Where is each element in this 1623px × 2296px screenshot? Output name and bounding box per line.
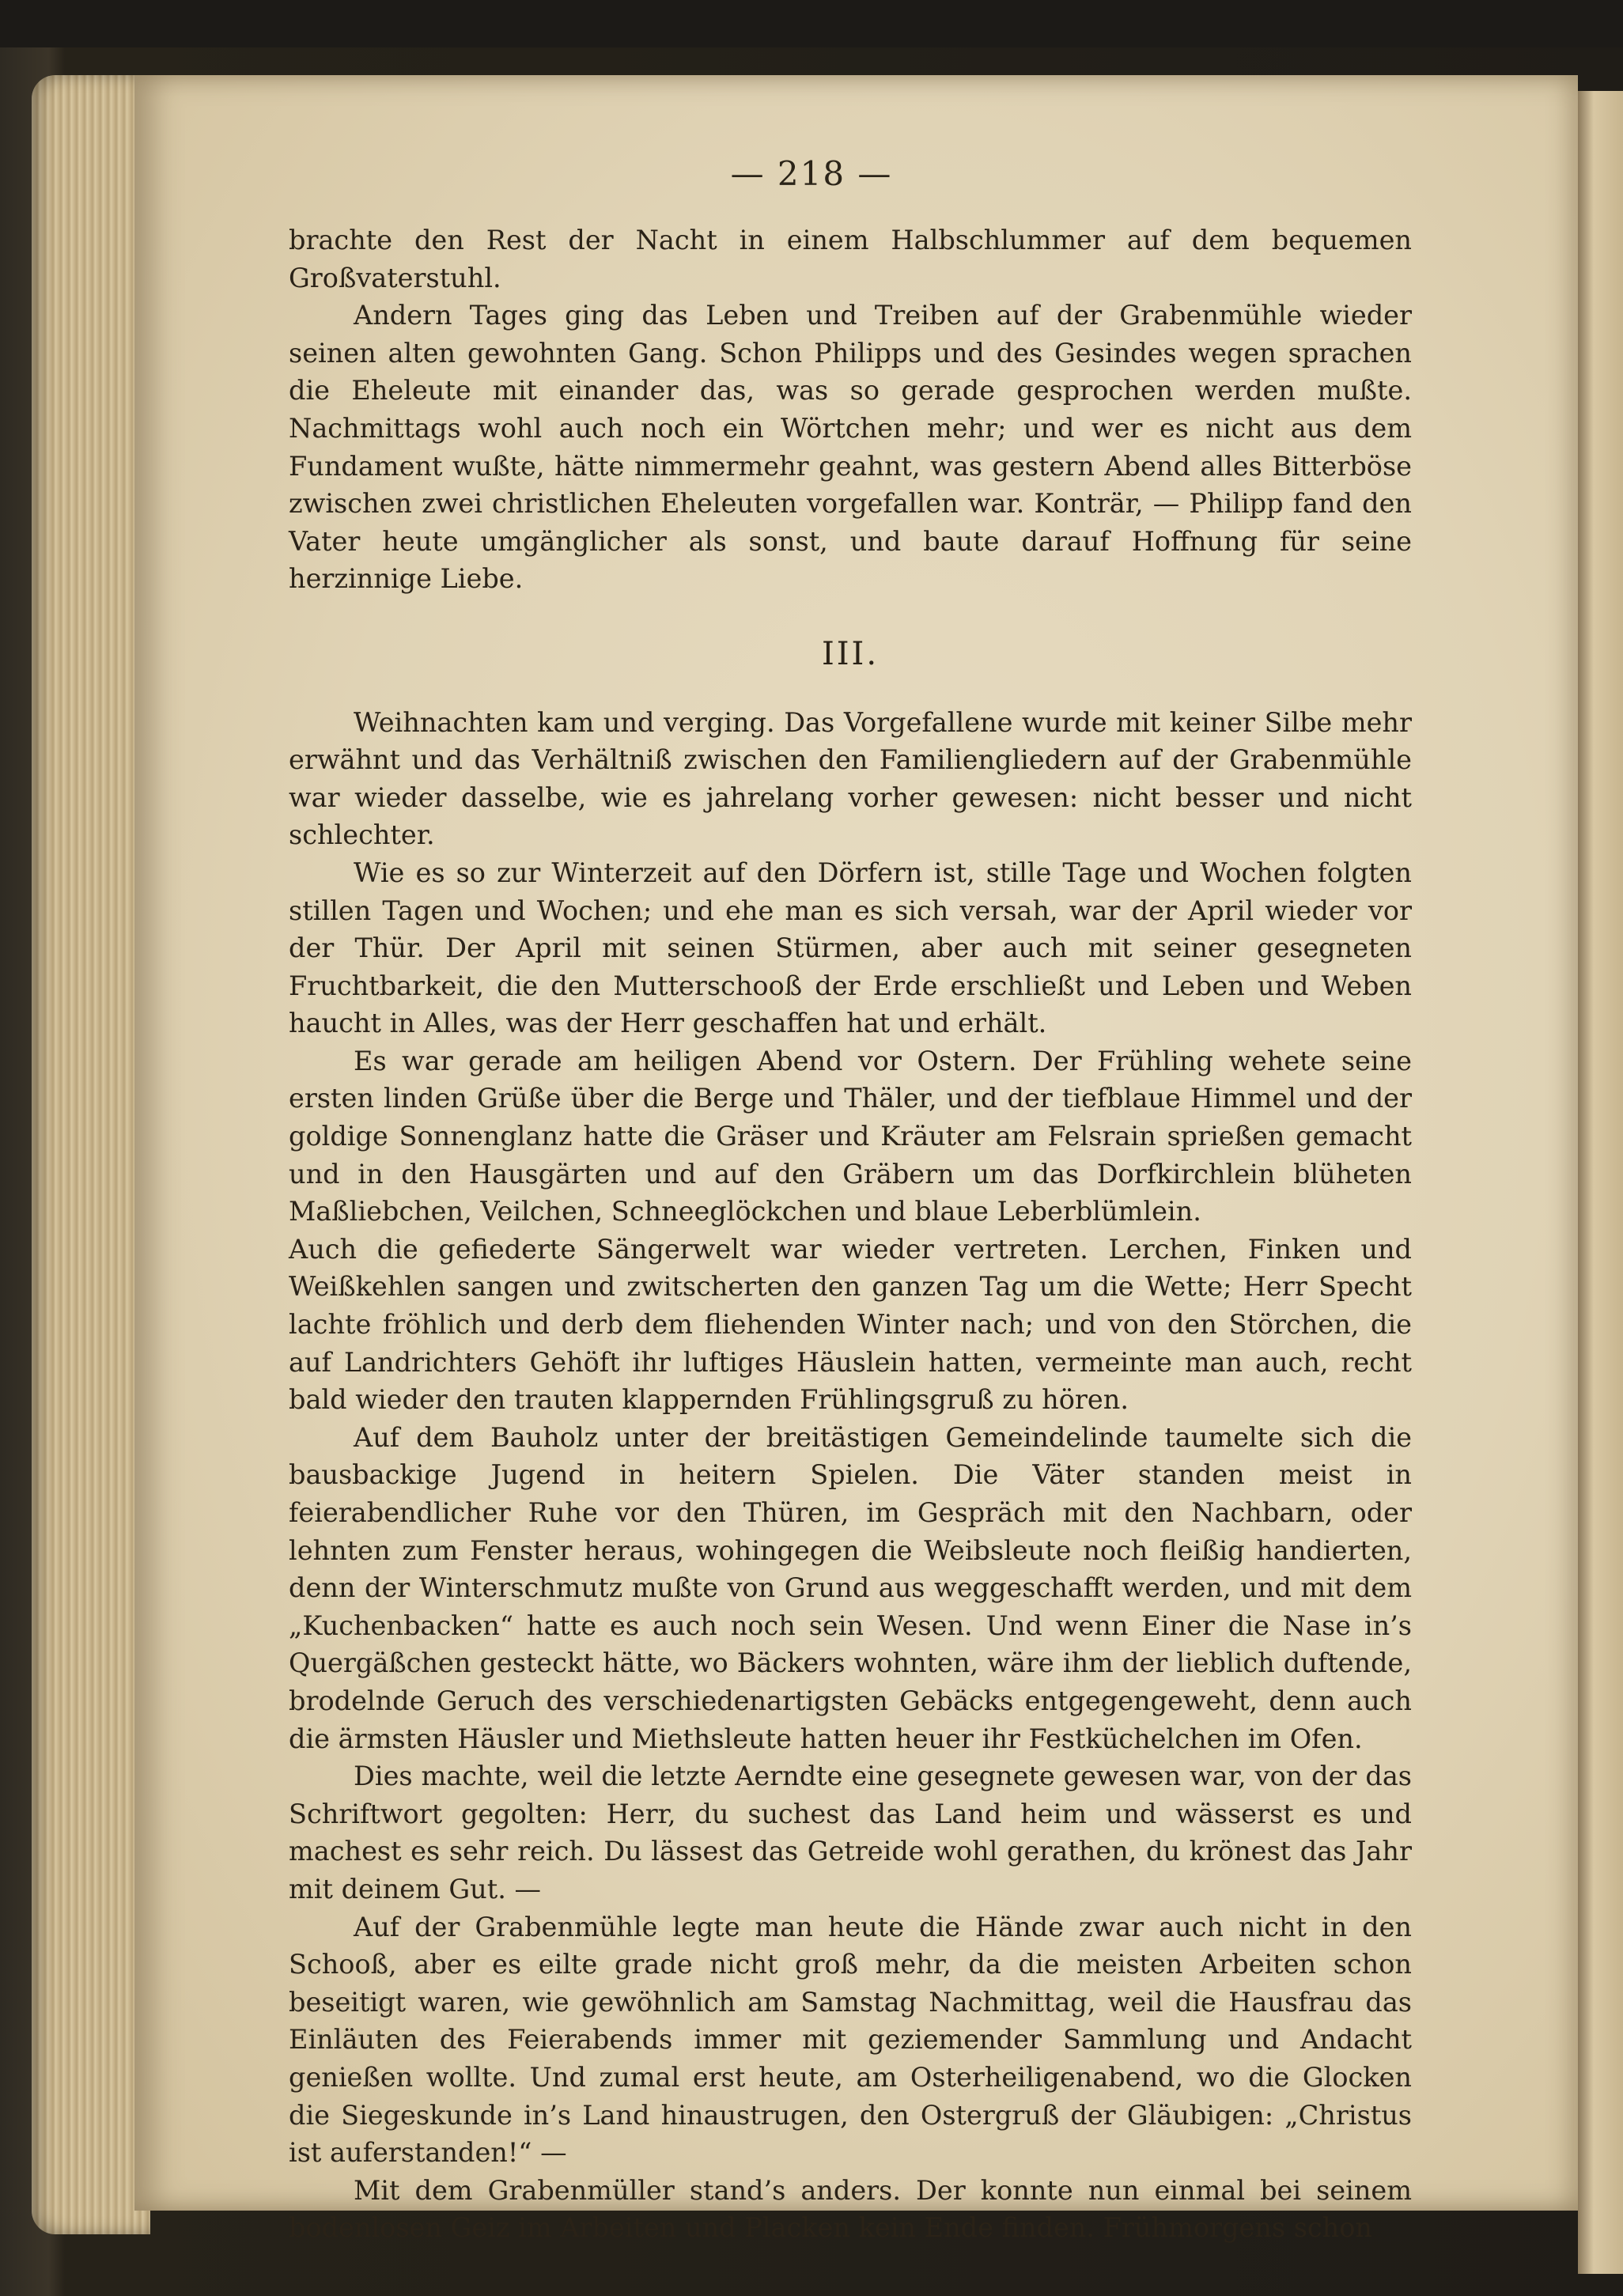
- page-edges: [32, 75, 150, 2234]
- paragraph: Weihnachten kam und verging. Das Vorgefallene wurde mit keiner Silbe mehr erwähnt und das Verhältniß zwischen den Familiengliedern auf der Grabenmühle war wieder dasselbe, wie es jahrelang vorher gewesen: nicht besser und nicht schlechter.: [289, 706, 1412, 851]
- paragraph: Auch die gefiederte Sängerwelt war wieder vertreten. Lerchen, Finken und Weißkehlen sangen und zwitscherten den ganzen Tag um die Wette; Herr Specht lachte fröhlich und derb dem fliehenden Winter nach; und von den Störchen, die auf Landrichters Gehöft ihr luftiges Häuslein hatten, vermeinte man auch, recht bald wieder den trauten klappernden Frühlingsgruß zu hören.: [289, 1233, 1412, 1416]
- section-heading: III.: [821, 635, 880, 672]
- paragraph: brachte den Rest der Nacht in einem Halbschlummer auf dem bequemen Großvaterstuhl.: [289, 225, 1412, 293]
- paragraph: Auf dem Bauholz unter der breitästigen Gemeindelinde taumelte sich die bausbackige Jugend in heitern Spielen. Die Väter standen meist in feierabendlicher Ruhe vor den Thüren, im Gespräch mit den Nachbarn, oder lehnten zum Fenster heraus, wohingegen die Weibsleute noch fleißig handierten, denn der Winterschmutz mußte von Grund aus weggeschafft werden, und mit dem „Kuchenbacken“ hatte es auch noch sein Wesen. Und wenn Einer die Nase in’s Quergäßchen gesteckt hätte, wo Bäckers wohnten, wäre ihm der lieblich duftende, brodelnde Geruch des verschiedenartigsten Gebäcks entgegengeweht, denn auch die ärmsten Häusler und Miethsleute hatten heuer ihr Festküchelchen im Ofen.: [289, 1421, 1412, 1754]
- paragraph: Mit dem Grabenmüller stand’s anders. Der konnte nun einmal bei seinem bodenlosen Geiz im Arbeiten und Placken kein Ende finden. Frühmorgens schon: [289, 2174, 1412, 2244]
- paragraph: Dies machte, weil die letzte Aerndte eine gesegnete gewesen war, von der das Schriftwort gegolten: Herr, du suchest das Land heim und wässerst es und machest es sehr reich. Du lässest das Getreide wohl gerathen, du krönest das Jahr mit deinem Gut. —: [289, 1761, 1412, 1905]
- paragraph: Wie es so zur Winterzeit auf den Dörfern ist, stille Tage und Wochen folgten stillen Tagen und Wochen; und ehe man es sich versah, war der April wieder vor der Thür. Der April mit seinen Stürmen, aber auch mit seiner gesegneten Fruchtbarkeit, die den Mutterschooß der Erde erschließt und Leben und Weben haucht in Alles, was der Herr geschaffen hat und erhält.: [289, 857, 1412, 1039]
- paragraph: Auf der Grabenmühle legte man heute die Hände zwar auch nicht in den Schooß, aber es eilte grade nicht groß mehr, da die meisten Arbeiten schon beseitigt waren, wie gewöhnlich am Samstag Nachmittag, weil die Hausfrau das Einläuten des Feierabends immer mit geziemender Sammlung und Andacht genießen wollte. Und zumal erst heute, am Osterheiligenabend, wo die Glocken die Siegeskunde in’s Land hinaustrugen, den Ostergruß der Gläubigen: „Christus ist auferstanden!“ —: [289, 1911, 1412, 2169]
- facing-page-edge: [1578, 91, 1623, 2274]
- paragraph: Es war gerade am heiligen Abend vor Ostern. Der Frühling wehete seine ersten linden Grüße über die Berge und Thäler, und der tiefblaue Himmel und der goldige Sonnenglanz hatte die Gräser und Kräuter am Felsrain sprießen gemacht und in den Hausgärten und auf den Gräbern um das Dorfkirchlein blüheten Maßliebchen, Veilchen, Schneeglöckchen und blaue Leberblümlein.: [289, 1045, 1412, 1227]
- paragraph: Andern Tages ging das Leben und Treiben auf der Grabenmühle wieder seinen alten gewohnten Gang. Schon Philipps und des Gesindes wegen sprachen die Eheleute mit einander das, was so gerade gesprochen werden mußte. Nachmittags wohl auch noch ein Wörtchen mehr; und wer es nicht aus dem Fundament wußte, hätte nimmermehr geahnt, was gestern Abend alles Bitterböse zwischen zwei christlichen Eheleuten vorgefallen war. Konträr, — Philipp fand den Vater heute umgänglicher als sonst, und baute darauf Hoffnung für seine herzinnige Liebe.: [289, 300, 1412, 595]
- page-body: [289, 221, 1412, 2247]
- page-number: — 218 —: [730, 154, 893, 193]
